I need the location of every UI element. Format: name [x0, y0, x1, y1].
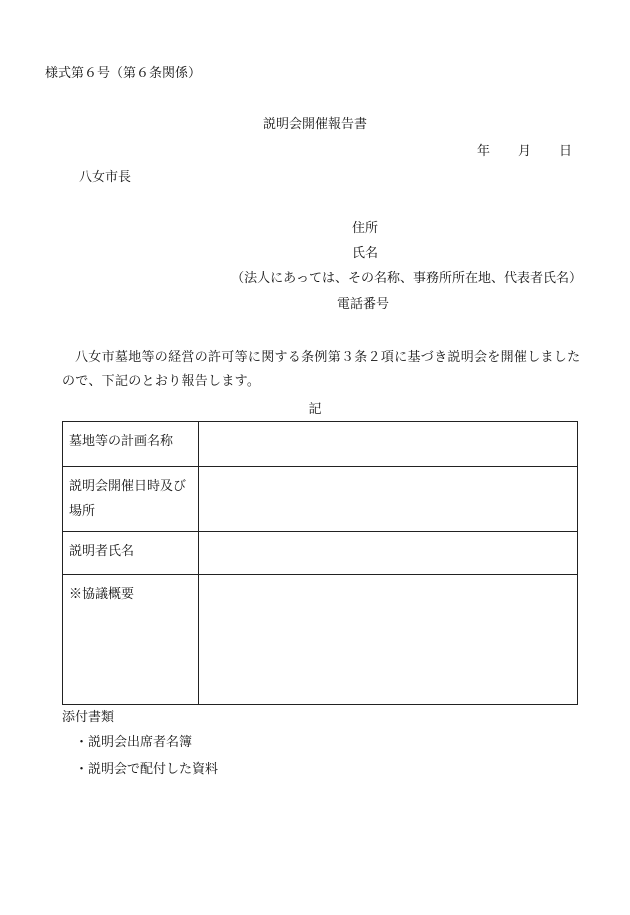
- row-label-plan-name: 墓地等の計画名称: [63, 422, 199, 467]
- applicant-address-label: 住所: [352, 221, 379, 236]
- row-label-discussion-summary: ※協議概要: [63, 575, 199, 705]
- row-value-plan-name[interactable]: [199, 422, 578, 467]
- applicant-phone-label: 電話番号: [337, 297, 390, 312]
- addressee: 八女市長: [79, 170, 132, 185]
- row-label-presenter-name: 説明者氏名: [63, 532, 199, 575]
- applicant-name-label: 氏名: [352, 246, 379, 261]
- applicant-name-note: （法人にあっては、その名称、事務所所在地、代表者氏名）: [231, 271, 582, 286]
- table-row: [63, 467, 578, 532]
- row-value-meeting-datetime-place[interactable]: [199, 467, 578, 532]
- table-row: [63, 422, 578, 467]
- report-table: [62, 421, 578, 705]
- date-year-label: 年: [477, 144, 491, 159]
- row-value-discussion-summary[interactable]: [199, 575, 578, 705]
- document-title: 説明会開催報告書: [262, 117, 367, 132]
- date-day-label: 日: [559, 144, 573, 159]
- table-row: [63, 575, 578, 705]
- ki-label: 記: [308, 402, 322, 417]
- attachments-title: 添付書類: [62, 710, 115, 725]
- attachment-item: ・説明会出席者名簿: [75, 735, 193, 750]
- body-text: 八女市墓地等の経営の許可等に関する条例第３条２項に基づき説明会を開催しましたので、下記のとおり報告します。: [62, 350, 581, 389]
- row-label-meeting-datetime-place: 説明会開催日時及び場所: [63, 467, 199, 532]
- attachment-item: ・説明会で配付した資料: [75, 762, 219, 777]
- row-value-presenter-name[interactable]: [199, 532, 578, 575]
- date-month-label: 月: [518, 144, 532, 159]
- form-number: 様式第６号（第６条関係）: [45, 66, 202, 81]
- table-row: [63, 532, 578, 575]
